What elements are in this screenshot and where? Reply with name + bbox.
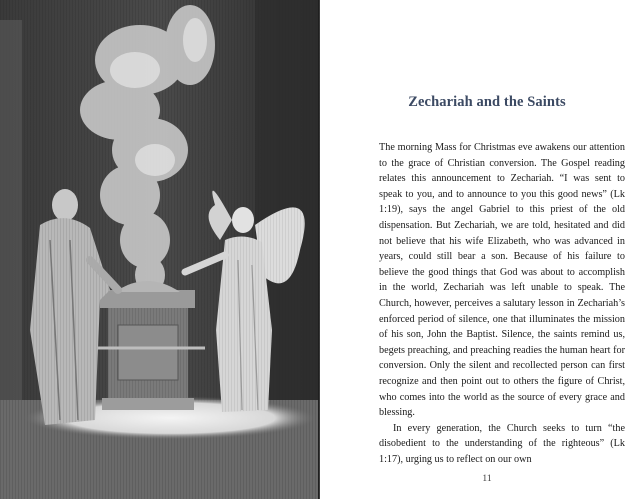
chapter-title: Zechariah and the Saints — [408, 94, 566, 110]
paragraph-1: The morning Mass for Christmas eve awakens our attention to the grace of Christian conversion. The Gospel reading relates this announcement to Zechariah. “I was sent to speak to you, and to announce to you this good news” (Lk 1:19), says the angel Gabriel to this priest of the old dispensation. But Zechariah, we are told, hesitated and did not believe that his wife Elizabeth, who was advanced in years, could still bear a son. Because of his failure to believe the good things that God was about to accomplish in the world, Zechariah was left unable to speak. The Church, however, perceives a salutary lesson in Zechariah’s enforced period of silence, one that illuminates the mission of his son, John the Baptist. Silence, the saints remind us, begets preaching, and preaching readies the human heart for conversion. Only the silent and recollected person can first recognize and then point out to others the figure of Christ, who comes into the world as the source of every grace and blessing. — [379, 142, 625, 419]
paragraph-2: In every generation, the Church seeks to turn “the disobedient to the understanding of the righteous” (Lk 1:17), urging us to reflect on our own — [379, 422, 625, 465]
body-text — [379, 140, 625, 467]
left-pillar — [0, 20, 22, 440]
page-number: 11 — [482, 474, 492, 484]
right-page-text — [320, 0, 640, 499]
